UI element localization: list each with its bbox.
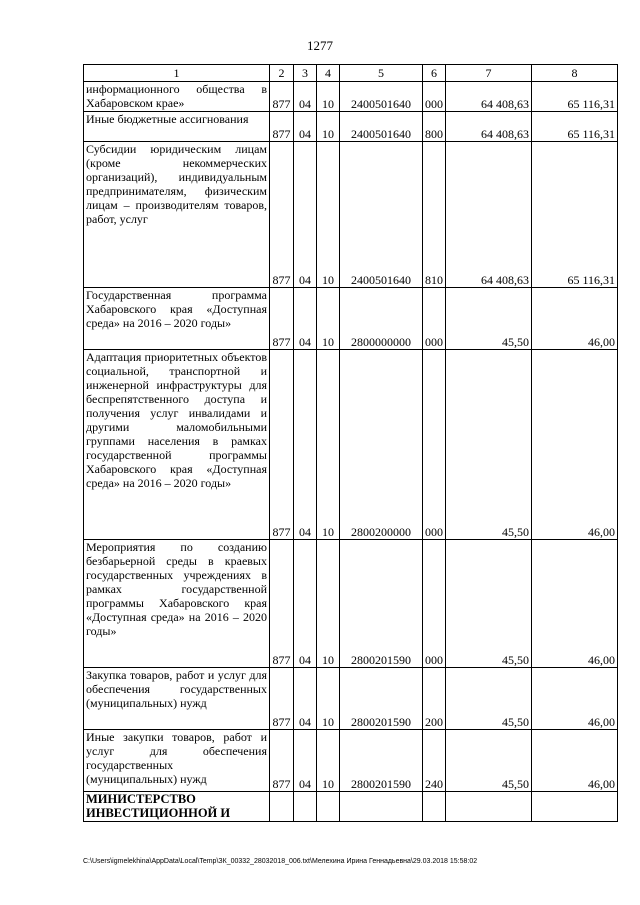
cell-target-article: 2400501640 [340,82,423,112]
cell-subsection: 10 [317,82,340,112]
column-header: 4 [317,65,340,82]
cell-amount-1: 45,50 [446,540,532,668]
column-header: 8 [532,65,618,82]
cell-amount-2: 46,00 [532,288,618,350]
column-header-row [84,65,618,82]
cell-expense-type: 000 [423,82,446,112]
cell-ministry-code: 877 [270,142,294,288]
cell-target-article: 2800201590 [340,668,423,730]
cell-amount-2: 65 116,31 [532,112,618,142]
cell-amount-1: 45,50 [446,288,532,350]
footer-file-path: C:\Users\igmelekhina\AppData\Local\Temp\ЗК_00332_28032018_006.txt\Мелехина Ирина Геннадьевна\29.03.2018 15:58:02 [83,858,478,865]
cell-expense-type: 000 [423,288,446,350]
column-header: 6 [423,65,446,82]
cell-expense-type: 000 [423,540,446,668]
cell-subsection [317,792,340,822]
cell-ministry-code: 877 [270,82,294,112]
table-row [84,540,618,668]
cell-section: 04 [294,540,317,668]
cell-ministry-code: 877 [270,730,294,792]
cell-ministry-code: 877 [270,540,294,668]
cell-target-article: 2800201590 [340,540,423,668]
cell-ministry-code: 877 [270,288,294,350]
cell-section: 04 [294,288,317,350]
table-row [84,142,618,288]
cell-ministry-code: 877 [270,668,294,730]
cell-expense-type: 000 [423,350,446,540]
cell-target-article [340,792,423,822]
cell-subsection: 10 [317,350,340,540]
cell-subsection: 10 [317,540,340,668]
table-row [84,350,618,540]
column-header: 5 [340,65,423,82]
cell-amount-2: 46,00 [532,668,618,730]
cell-amount-2 [532,792,618,822]
cell-amount-2: 46,00 [532,540,618,668]
column-header: 1 [84,65,270,82]
cell-subsection: 10 [317,112,340,142]
table-row [84,82,618,112]
cell-subsection: 10 [317,730,340,792]
cell-expense-type: 200 [423,668,446,730]
cell-section: 04 [294,668,317,730]
page-number: 1277 [307,38,333,53]
column-header: 2 [270,65,294,82]
cell-amount-1: 64 408,63 [446,112,532,142]
cell-target-article: 2800200000 [340,350,423,540]
row-name: Закупка товаров, работ и услуг для обеспечения государственных (муниципальных) нужд [84,668,270,730]
cell-section: 04 [294,730,317,792]
row-name: информационного общества в Хабаровском крае» [84,82,270,112]
cell-section: 04 [294,350,317,540]
cell-amount-2: 65 116,31 [532,82,618,112]
cell-ministry-code [270,792,294,822]
row-name: Государственная программа Хабаровского края «Доступная среда» на 2016 – 2020 годы» [84,288,270,350]
table-row [84,668,618,730]
cell-amount-1: 64 408,63 [446,142,532,288]
row-name: Иные бюджетные ассигнования [84,112,270,142]
cell-target-article: 2800000000 [340,288,423,350]
cell-amount-1: 45,50 [446,350,532,540]
cell-target-article: 2400501640 [340,142,423,288]
table-row [84,288,618,350]
cell-amount-1: 45,50 [446,668,532,730]
table-row [84,792,618,822]
row-name: Мероприятия по созданию безбарьерной среды в краевых государственных учреждениях в рамках государственной программы Хабаровского края «Доступная среда» на 2016 – 2020 годы» [84,540,270,668]
cell-section: 04 [294,142,317,288]
cell-ministry-code: 877 [270,350,294,540]
cell-amount-1: 64 408,63 [446,82,532,112]
cell-amount-2: 46,00 [532,730,618,792]
row-name: Адаптация приоритетных объектов социальной, транспортной и инженерной инфраструктуры для беспрепятственного доступа и получения услуг инвалидами и другими маломобильными группами населения в рамках государственной программы Хабаровского края «Доступная среда» на 2016 – 2020 годы» [84,350,270,540]
row-name: Иные закупки товаров, работ и услуг для обеспечения государственных (муниципальных) нужд [84,730,270,792]
table-row [84,112,618,142]
cell-target-article: 2800201590 [340,730,423,792]
table-row [84,730,618,792]
column-header: 7 [446,65,532,82]
cell-expense-type: 240 [423,730,446,792]
row-name: МИНИСТЕРСТВО ИНВЕСТИЦИОННОЙ И [84,792,270,822]
cell-amount-1: 45,50 [446,730,532,792]
cell-section: 04 [294,112,317,142]
cell-ministry-code: 877 [270,112,294,142]
cell-subsection: 10 [317,288,340,350]
row-name: Субсидии юридическим лицам (кроме некоммерческих организаций), индивидуальным предпринимателям, физическим лицам – производителям товаров, работ, услуг [84,142,270,288]
cell-subsection: 10 [317,668,340,730]
cell-section: 04 [294,82,317,112]
cell-expense-type: 800 [423,112,446,142]
cell-amount-1 [446,792,532,822]
cell-target-article: 2400501640 [340,112,423,142]
cell-amount-2: 46,00 [532,350,618,540]
cell-expense-type [423,792,446,822]
cell-amount-2: 65 116,31 [532,142,618,288]
budget-table [83,64,618,822]
cell-expense-type: 810 [423,142,446,288]
cell-subsection: 10 [317,142,340,288]
column-header: 3 [294,65,317,82]
cell-section [294,792,317,822]
